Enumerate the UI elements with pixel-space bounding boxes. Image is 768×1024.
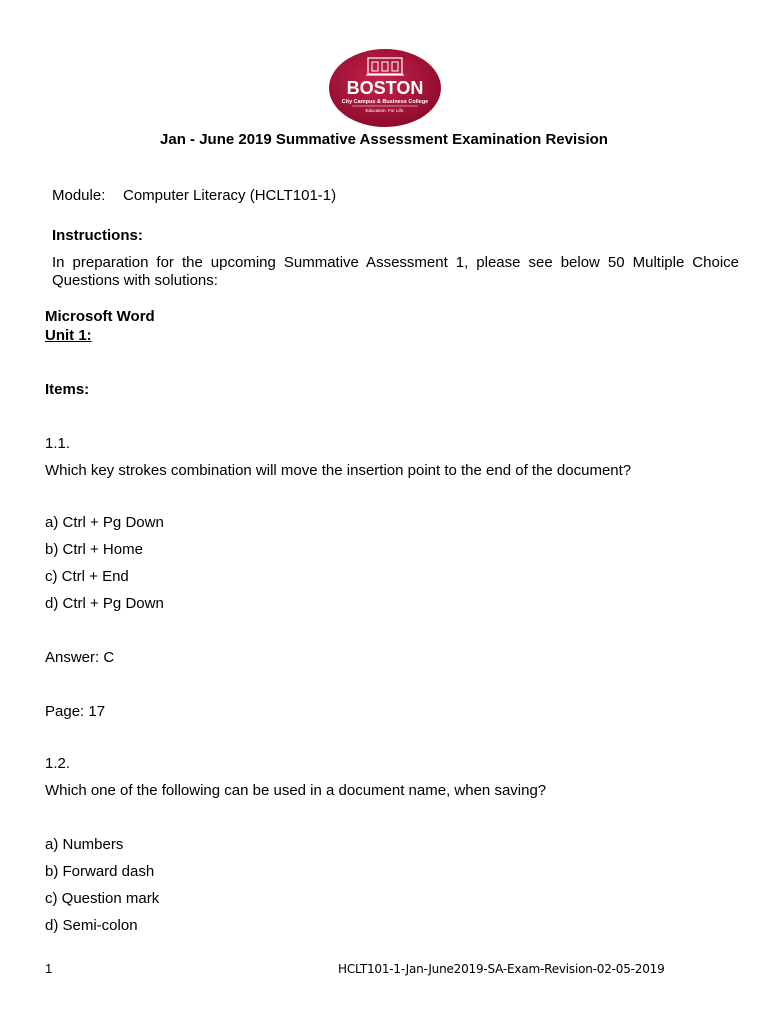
section-name: Microsoft Word xyxy=(45,308,155,325)
footer-document-id: HCLT101-1-Jan-June2019-SA-Exam-Revision-02-05-2019 xyxy=(338,962,665,976)
module-value: Computer Literacy (HCLT101-1) xyxy=(123,187,337,204)
option-d: d) Ctrl + Pg Down xyxy=(45,595,164,612)
question-text: Which one of the following can be used in a document name, when saving? xyxy=(45,782,547,799)
option-c: c) Ctrl + End xyxy=(45,568,129,585)
instructions-body: In preparation for the upcoming Summative Assessment 1, please see below 50 Multiple Choice Questions with solutions: xyxy=(52,254,739,289)
option-a: a) Ctrl + Pg Down xyxy=(45,514,164,531)
option-b: b) Ctrl + Home xyxy=(45,541,143,558)
items-heading: Items: xyxy=(45,381,90,398)
module-label: Module: xyxy=(52,187,106,204)
unit-heading: Unit 1: xyxy=(45,327,92,344)
footer-page-number: 1 xyxy=(45,961,53,976)
option-c: c) Question mark xyxy=(45,890,160,907)
option-b: b) Forward dash xyxy=(45,863,155,880)
logo-tagline: City Campus & Business College xyxy=(341,99,429,105)
module-row xyxy=(52,187,336,205)
question-number: 1.2. xyxy=(45,755,71,772)
document-title: Jan - June 2019 Summative Assessment Examination Revision xyxy=(160,131,608,148)
instructions-heading: Instructions: xyxy=(52,227,143,244)
option-a: a) Numbers xyxy=(45,836,124,853)
question-text: Which key strokes combination will move the insertion point to the end of the document? xyxy=(45,462,632,479)
logo-brand: BOSTON xyxy=(346,78,424,98)
answer: Answer: C xyxy=(45,649,115,666)
logo-motto: Education. For Life. xyxy=(365,108,405,113)
question-number: 1.1. xyxy=(45,435,71,452)
page-reference: Page: 17 xyxy=(45,703,106,720)
option-d: d) Semi-colon xyxy=(45,917,138,934)
boston-logo xyxy=(328,48,442,128)
